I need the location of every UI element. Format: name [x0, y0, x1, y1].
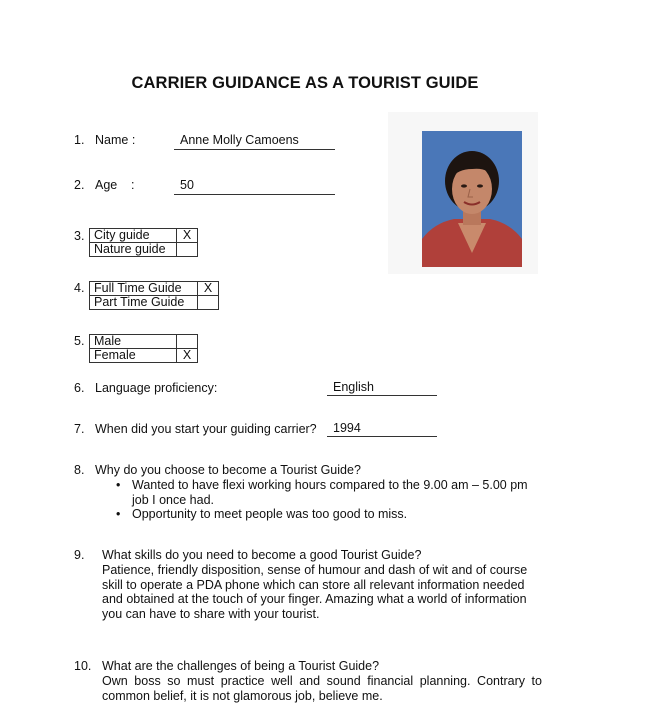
q2-number: 2.: [74, 178, 85, 192]
list-item: [116, 507, 546, 522]
gender-option: Male: [90, 335, 177, 349]
bullet-icon: •: [116, 507, 121, 521]
q10-number: 10.: [74, 659, 92, 673]
q3-number: 3.: [74, 229, 85, 243]
q9-question: What skills do you need to become a good Tourist Guide?: [102, 548, 422, 562]
bullet-text-line: Wanted to have flexi working hours compared to the 9.00 am – 5.00 pm: [132, 478, 528, 492]
bullet-text-line: job I once had.: [132, 492, 215, 507]
language-value: English: [333, 380, 374, 394]
q8-answer: [116, 478, 546, 522]
q5-number: 5.: [74, 334, 85, 348]
q2-colon: :: [131, 178, 135, 192]
guide-type-checkbox[interactable]: X: [177, 229, 198, 243]
gender-option: Female: [90, 349, 177, 363]
answer-line: you can have to share with your tourist.: [102, 606, 320, 621]
table-row: [90, 349, 198, 363]
table-row: [90, 243, 198, 257]
work-type-checkbox[interactable]: [198, 296, 219, 310]
guide-type-checkbox[interactable]: [177, 243, 198, 257]
q6-number: 6.: [74, 381, 85, 395]
table-row: [90, 229, 198, 243]
q8-bullet-list: [116, 478, 546, 522]
guide-photo: [422, 131, 522, 267]
name-field: [174, 133, 335, 150]
bullet-icon: •: [116, 478, 121, 492]
q10-question: What are the challenges of being a Tourist Guide?: [102, 659, 380, 673]
answer-line: Own boss so must practice well and sound financial planning. Contrary to: [102, 674, 542, 688]
work-type-table: [89, 281, 219, 310]
answer-line: Patience, friendly disposition, sense of humour and dash of wit and of course: [102, 563, 528, 577]
name-value: Anne Molly Camoens: [180, 133, 299, 147]
answer-line: common belief, it is not glamorous job, believe me.: [102, 688, 383, 703]
language-field: [327, 380, 437, 396]
age-field: [174, 178, 335, 195]
age-value: 50: [180, 178, 194, 192]
q8-number: 8.: [74, 463, 85, 477]
gender-checkbox[interactable]: [177, 335, 198, 349]
work-type-option: Full Time Guide: [90, 282, 198, 296]
table-row: [90, 335, 198, 349]
q1-number: 1.: [74, 133, 85, 147]
q1-label: Name :: [95, 133, 136, 147]
q2-label: Age: [95, 178, 118, 192]
start-year-value: 1994: [333, 421, 361, 435]
guide-type-table: [89, 228, 198, 257]
q8-question: Why do you choose to become a Tourist Guide?: [95, 463, 361, 477]
q4-number: 4.: [74, 281, 85, 295]
gender-checkbox[interactable]: X: [177, 349, 198, 363]
answer-line: skill to operate a PDA phone which can store all relevant information needed: [102, 577, 525, 592]
portrait-image: [422, 131, 522, 267]
q7-label: When did you start your guiding carrier?: [95, 422, 317, 436]
q7-number: 7.: [74, 422, 85, 436]
q10-answer: [102, 674, 542, 703]
q9-number: 9.: [74, 548, 85, 562]
work-type-checkbox[interactable]: X: [198, 282, 219, 296]
start-year-field: [327, 421, 437, 437]
guide-type-option: Nature guide: [90, 243, 177, 257]
bullet-text-line: Opportunity to meet people was too good to miss.: [132, 507, 408, 521]
table-row: [90, 296, 219, 310]
guide-type-option: City guide: [90, 229, 177, 243]
q6-label: Language proficiency:: [95, 381, 218, 395]
work-type-option: Part Time Guide: [90, 296, 198, 310]
page-title: CARRIER GUIDANCE AS A TOURIST GUIDE: [131, 74, 479, 92]
q9-answer: [102, 563, 542, 621]
table-row: [90, 282, 219, 296]
gender-table: [89, 334, 198, 363]
list-item: [116, 478, 546, 507]
answer-line: and obtained at the touch of your finger. Amazing what a world of information: [102, 592, 527, 606]
